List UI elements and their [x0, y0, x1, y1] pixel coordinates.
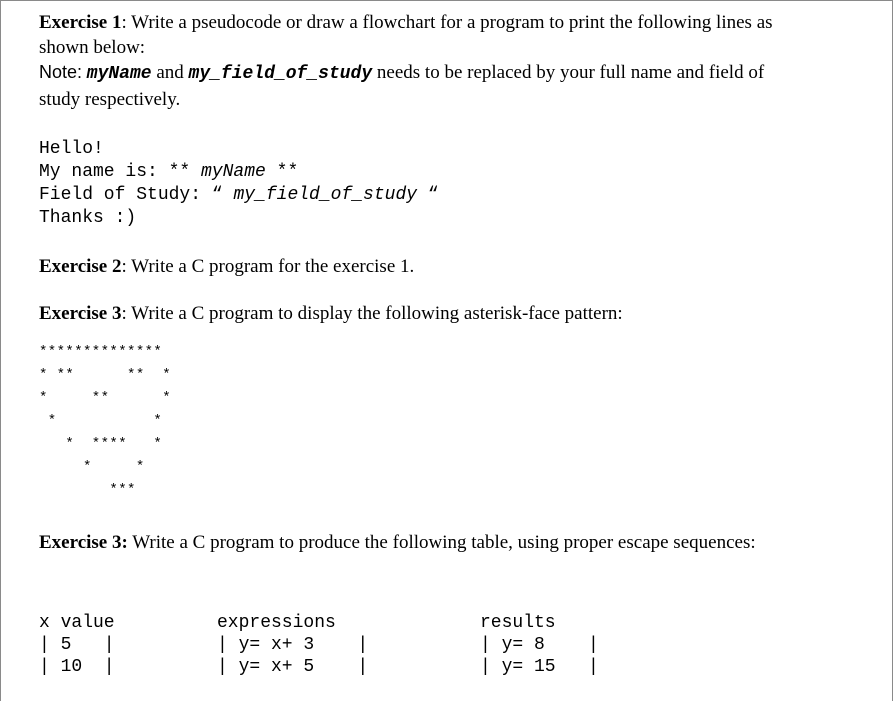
output-line-3-suffix: “	[417, 185, 439, 205]
pattern-line-4: * *	[39, 413, 163, 429]
table-cell-expr-1: | y= x+ 3 |	[217, 635, 369, 655]
pattern-line-2: * ** ** *	[39, 367, 172, 383]
exercise-1	[39, 10, 869, 112]
output-line-2	[39, 162, 298, 182]
exercise-3a-text: : Write a C program to display the following asterisk-face pattern:	[121, 303, 623, 324]
output-line-3-var: my_field_of_study	[233, 185, 418, 205]
exercise-3b-label: Exercise 3:	[39, 532, 128, 553]
exercise-3b-text: Write a C program to produce the following table, using proper escape sequences:	[127, 532, 756, 553]
output-line-3	[39, 185, 439, 205]
table-col-expressions	[217, 568, 368, 722]
note-and: and	[151, 62, 189, 83]
table-col-x-value	[39, 568, 115, 722]
table-header-expressions: expressions	[217, 613, 336, 633]
table-cell-expr-2: | y= x+ 5 |	[217, 657, 369, 677]
table-cell-x-1: | 5 |	[39, 635, 115, 655]
exercise-2-label: Exercise 2	[39, 256, 122, 277]
note-var-field: my_field_of_study	[188, 64, 373, 84]
pattern-line-1: **************	[39, 344, 163, 360]
exercise-1-text-a: : Write a pseudocode or draw a flowchart for a program to print the following lines as	[121, 12, 773, 33]
exercise-1-label: Exercise 1	[39, 12, 122, 33]
exercise-1-line-1	[39, 10, 869, 35]
output-line-2-prefix: My name is: **	[39, 162, 202, 182]
table-cell-result-2: | y= 15 |	[480, 657, 599, 677]
note-text-a: needs to be replaced by your full name and field of	[372, 62, 765, 83]
output-line-4: Thanks :)	[39, 208, 137, 228]
exercise-2	[39, 254, 869, 279]
table-cell-x-2: | 10 |	[39, 657, 115, 677]
output-line-2-suffix: **	[265, 162, 299, 182]
exercise-2-text: : Write a C program for the exercise 1.	[121, 256, 415, 277]
table-header-x-value: x value	[39, 613, 115, 633]
exercise-3b	[39, 530, 869, 555]
table-cell-result-1: | y= 8 |	[480, 635, 599, 655]
pattern-line-6: * *	[39, 459, 145, 475]
pattern-line-7: ***	[39, 482, 136, 498]
sample-output	[39, 138, 869, 230]
asterisk-face-pattern	[39, 341, 869, 502]
output-line-3-prefix: Field of Study: “	[39, 185, 234, 205]
output-line-1: Hello!	[39, 139, 104, 159]
note-line-1	[39, 60, 869, 87]
table-header-results: results	[480, 613, 556, 633]
note-label: Note:	[39, 62, 83, 82]
pattern-line-5: * **** *	[39, 436, 163, 452]
exercise-3a-label: Exercise 3	[39, 303, 122, 324]
note-var-name: myName	[86, 64, 152, 84]
document-content	[39, 10, 869, 677]
exercise-1-line-2: shown below:	[39, 37, 146, 58]
note-line-2: study respectively.	[39, 89, 181, 110]
output-line-2-var: myName	[201, 162, 266, 182]
results-table	[39, 568, 869, 677]
pattern-line-3: * ** *	[39, 390, 172, 406]
table-col-results	[480, 568, 599, 722]
exercise-3a	[39, 301, 869, 326]
